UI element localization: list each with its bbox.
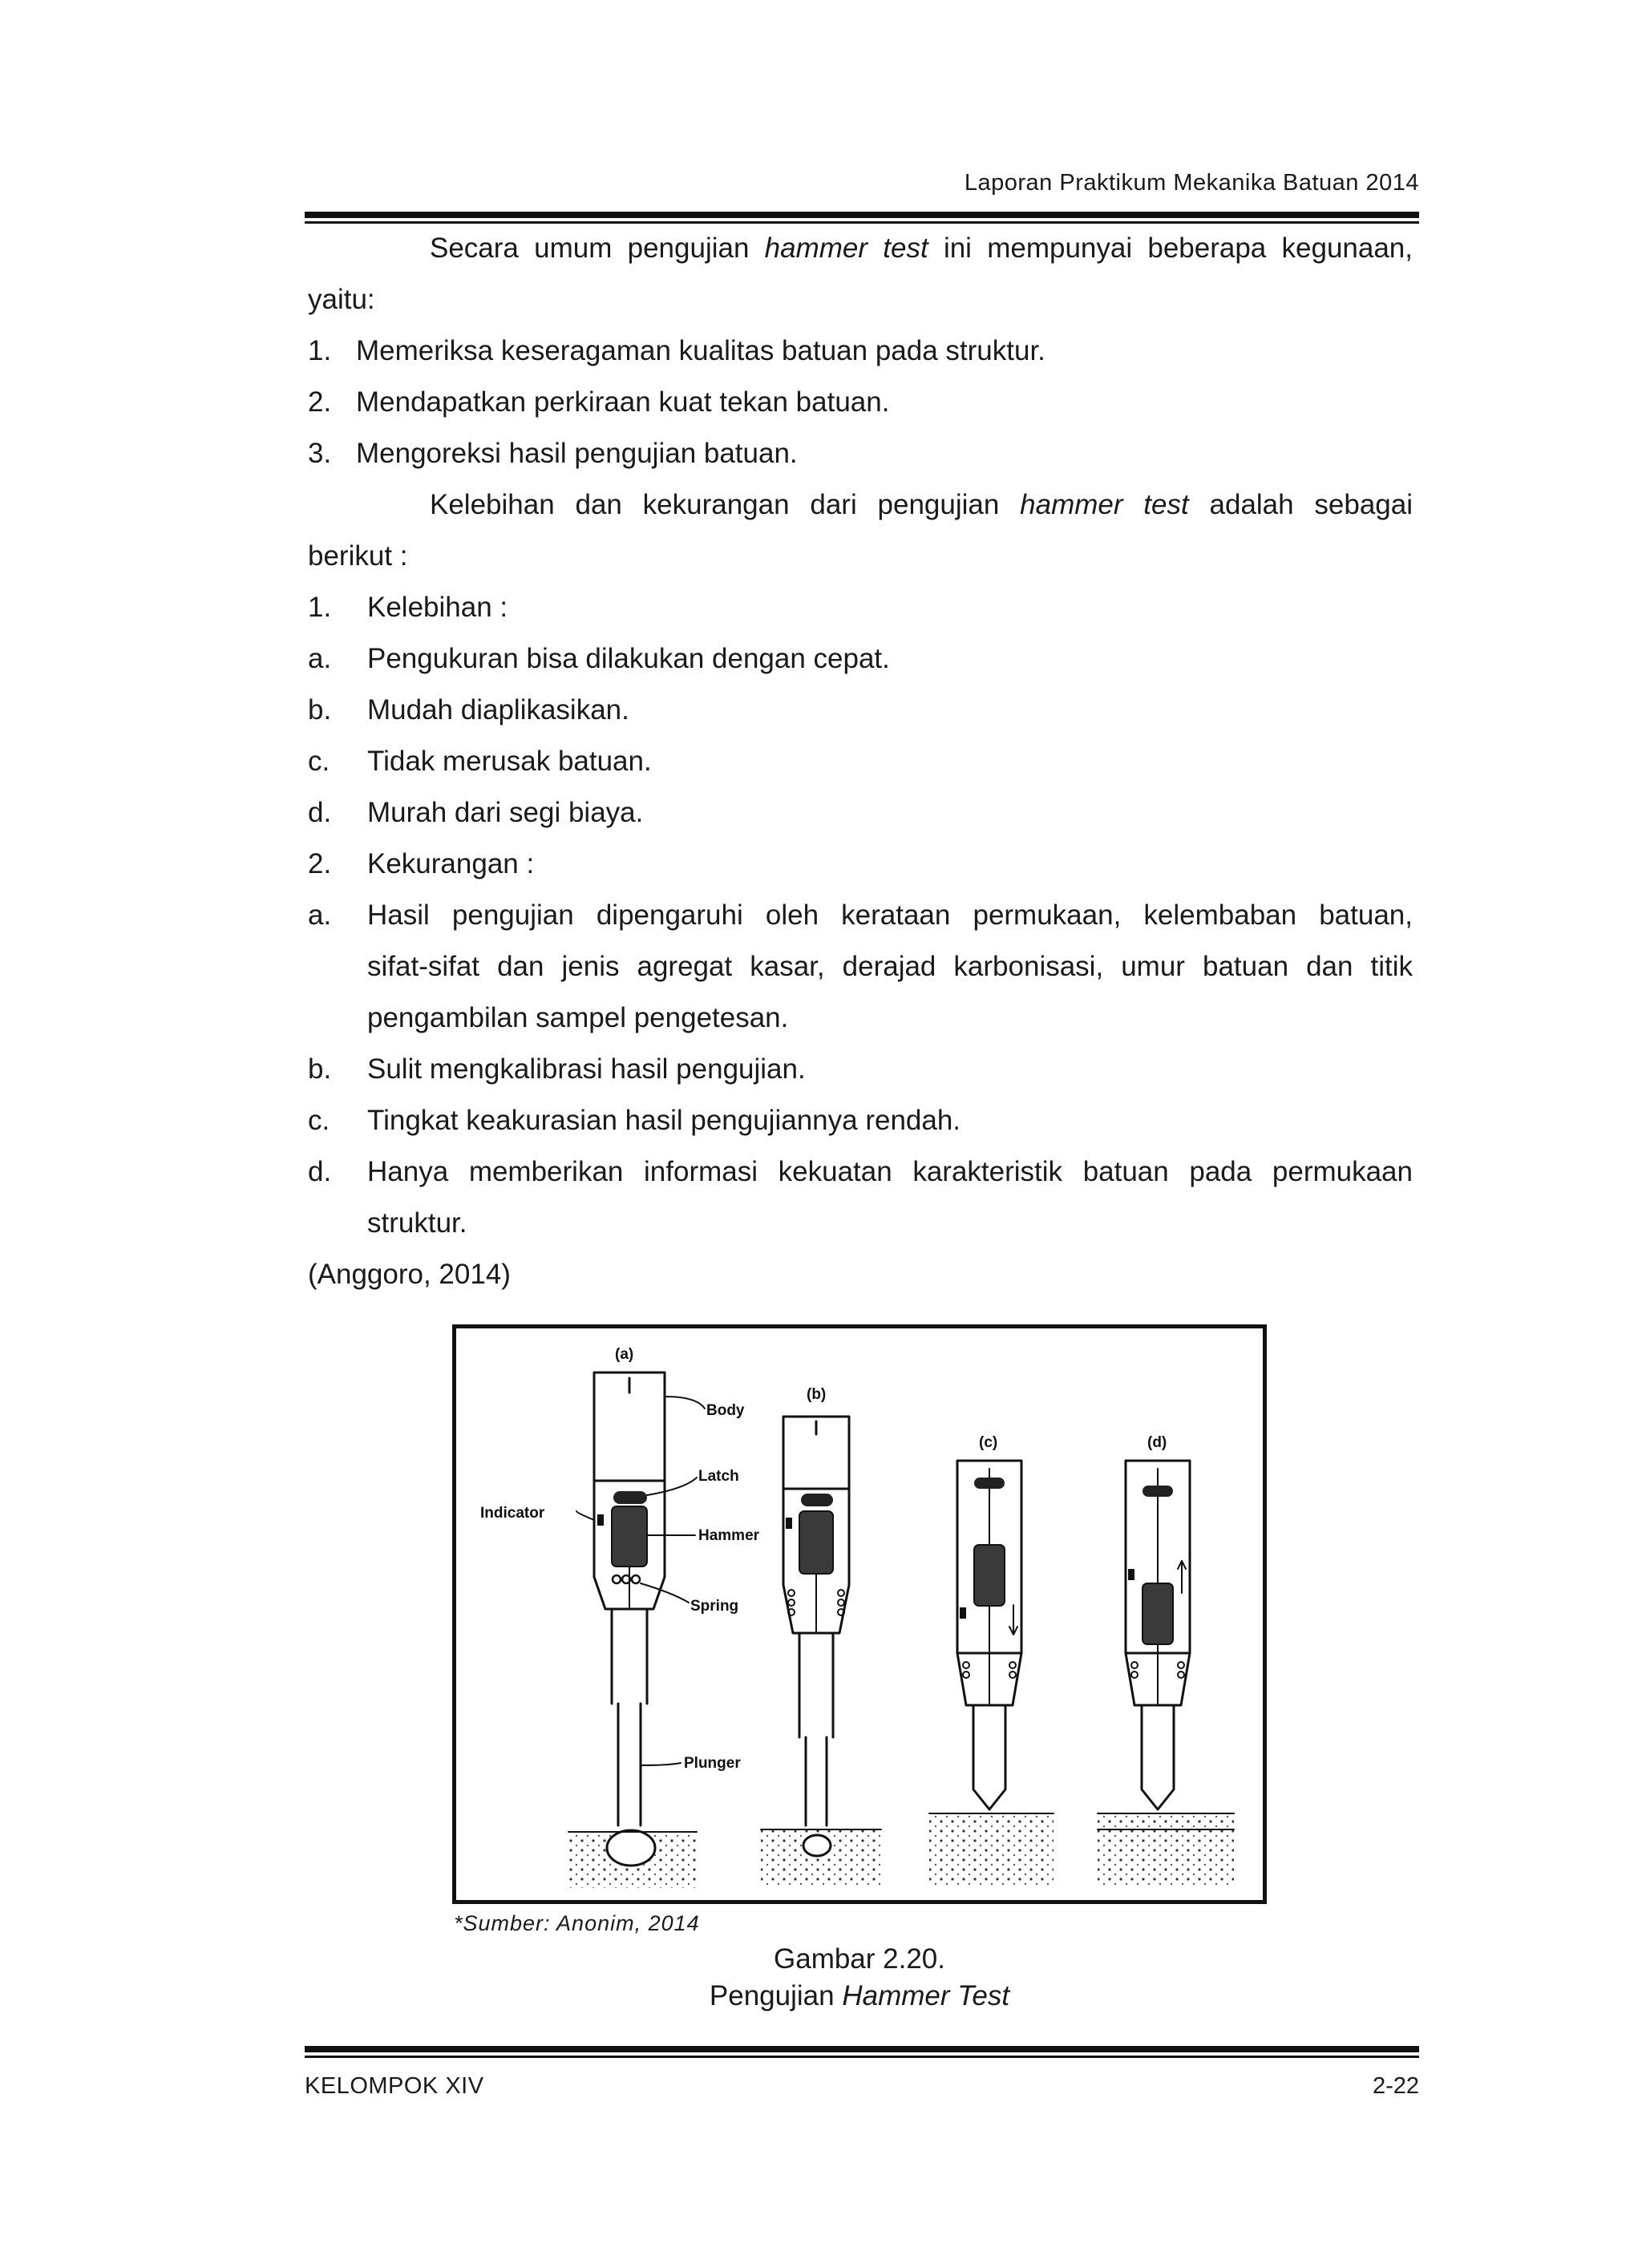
footer-group-name: KELOMPOK XIV xyxy=(305,2073,484,2099)
pros-cons-paragraph: Kelebihan dan kekurangan dari pengujian hammer test adalah sebagai xyxy=(430,489,1413,520)
callout-body: Body xyxy=(706,1402,745,1419)
advantage-item-b: b. Mudah diaplikasikan. xyxy=(308,694,629,726)
footer-rule-thick xyxy=(305,2046,1419,2052)
rock-aggregate xyxy=(607,1830,655,1866)
header-rule-thick xyxy=(305,212,1419,218)
page-number: 2-22 xyxy=(1372,2073,1419,2099)
term-hammer-test: hammer test xyxy=(764,232,928,264)
hammer-test-figure xyxy=(452,1324,1267,1904)
panel-label-c: (c) xyxy=(979,1434,998,1451)
advantage-item-d: d. Murah dari segi biaya. xyxy=(308,797,644,828)
disadvantage-item-c: c. Tingkat keakurasian hasil pengujiannya rendah. xyxy=(308,1105,961,1136)
disadvantage-item-d: d. Hanya memberikan informasi kekuatan karakteristik batuan pada permukaan xyxy=(308,1156,1413,1187)
disadvantage-item-a-line-3: pengambilan sampel pengetesan. xyxy=(367,1002,789,1033)
use-item-2: 2. Mendapatkan perkiraan kuat tekan batuan. xyxy=(308,386,890,418)
rock-surface-c xyxy=(929,1813,1054,1887)
rock-surface-d xyxy=(1098,1813,1234,1887)
panel-label-a: (a) xyxy=(615,1346,634,1363)
indicator-slider xyxy=(597,1514,604,1526)
footer-rule-thin xyxy=(305,2056,1419,2058)
citation: (Anggoro, 2014) xyxy=(308,1259,511,1290)
figure-source: *Sumber: Anonim, 2014 xyxy=(454,1911,700,1935)
hammer-test-diagram xyxy=(456,1328,1263,1900)
callout-hammer: Hammer xyxy=(698,1527,760,1544)
disadvantage-item-d-line-2: struktur. xyxy=(367,1207,467,1239)
advantage-item-a: a. Pengukuran bisa dilakukan dengan cepat. xyxy=(308,643,890,674)
intro-paragraph: Secara umum pengujian hammer test ini mempunyai beberapa kegunaan, xyxy=(430,232,1413,264)
intro-continuation: yaitu: xyxy=(308,284,375,315)
panel-label-d: (d) xyxy=(1147,1434,1167,1451)
term-hammer-test: hammer test xyxy=(1020,489,1189,520)
callout-spring: Spring xyxy=(690,1598,739,1615)
plunger-rod xyxy=(618,1704,641,1825)
pros-cons-continuation: berikut : xyxy=(308,540,408,572)
callout-plunger: Plunger xyxy=(684,1755,741,1772)
advantage-item-c: c. Tidak merusak batuan. xyxy=(308,746,652,777)
spring-coils xyxy=(613,1575,640,1583)
running-header: Laporan Praktikum Mekanika Batuan 2014 xyxy=(964,170,1419,196)
panel-d xyxy=(1098,1434,1234,1887)
callout-latch: Latch xyxy=(698,1468,739,1485)
figure-caption-title: Pengujian Hammer Test xyxy=(709,1980,1010,2011)
panel-b xyxy=(761,1386,881,1887)
disadvantages-heading: 2. Kekurangan : xyxy=(308,848,535,879)
panel-label-b: (b) xyxy=(807,1386,827,1403)
disadvantage-item-b: b. Sulit mengkalibrasi hasil pengujian. xyxy=(308,1053,806,1085)
disadvantage-item-a-line-2: sifat-sifat dan jenis agregat kasar, derajad karbonisasi, umur batuan dan titik xyxy=(367,951,1413,982)
body-text xyxy=(308,223,1413,1300)
use-item-1: 1. Memeriksa keseragaman kualitas batuan pada struktur. xyxy=(308,335,1045,366)
panel-a xyxy=(480,1346,760,1888)
advantages-heading: 1. Kelebihan : xyxy=(308,592,508,623)
hammer-mass xyxy=(612,1506,647,1567)
latch-part xyxy=(613,1491,647,1504)
use-item-3: 3. Mengoreksi hasil pengujian batuan. xyxy=(308,438,798,469)
disadvantage-item-a: a. Hasil pengujian dipengaruhi oleh kerataan permukaan, kelembaban batuan, xyxy=(308,900,1413,931)
callout-indicator: Indicator xyxy=(480,1505,545,1522)
panel-c xyxy=(929,1434,1054,1887)
figure-caption-number: Gambar 2.20. xyxy=(774,1943,945,1975)
